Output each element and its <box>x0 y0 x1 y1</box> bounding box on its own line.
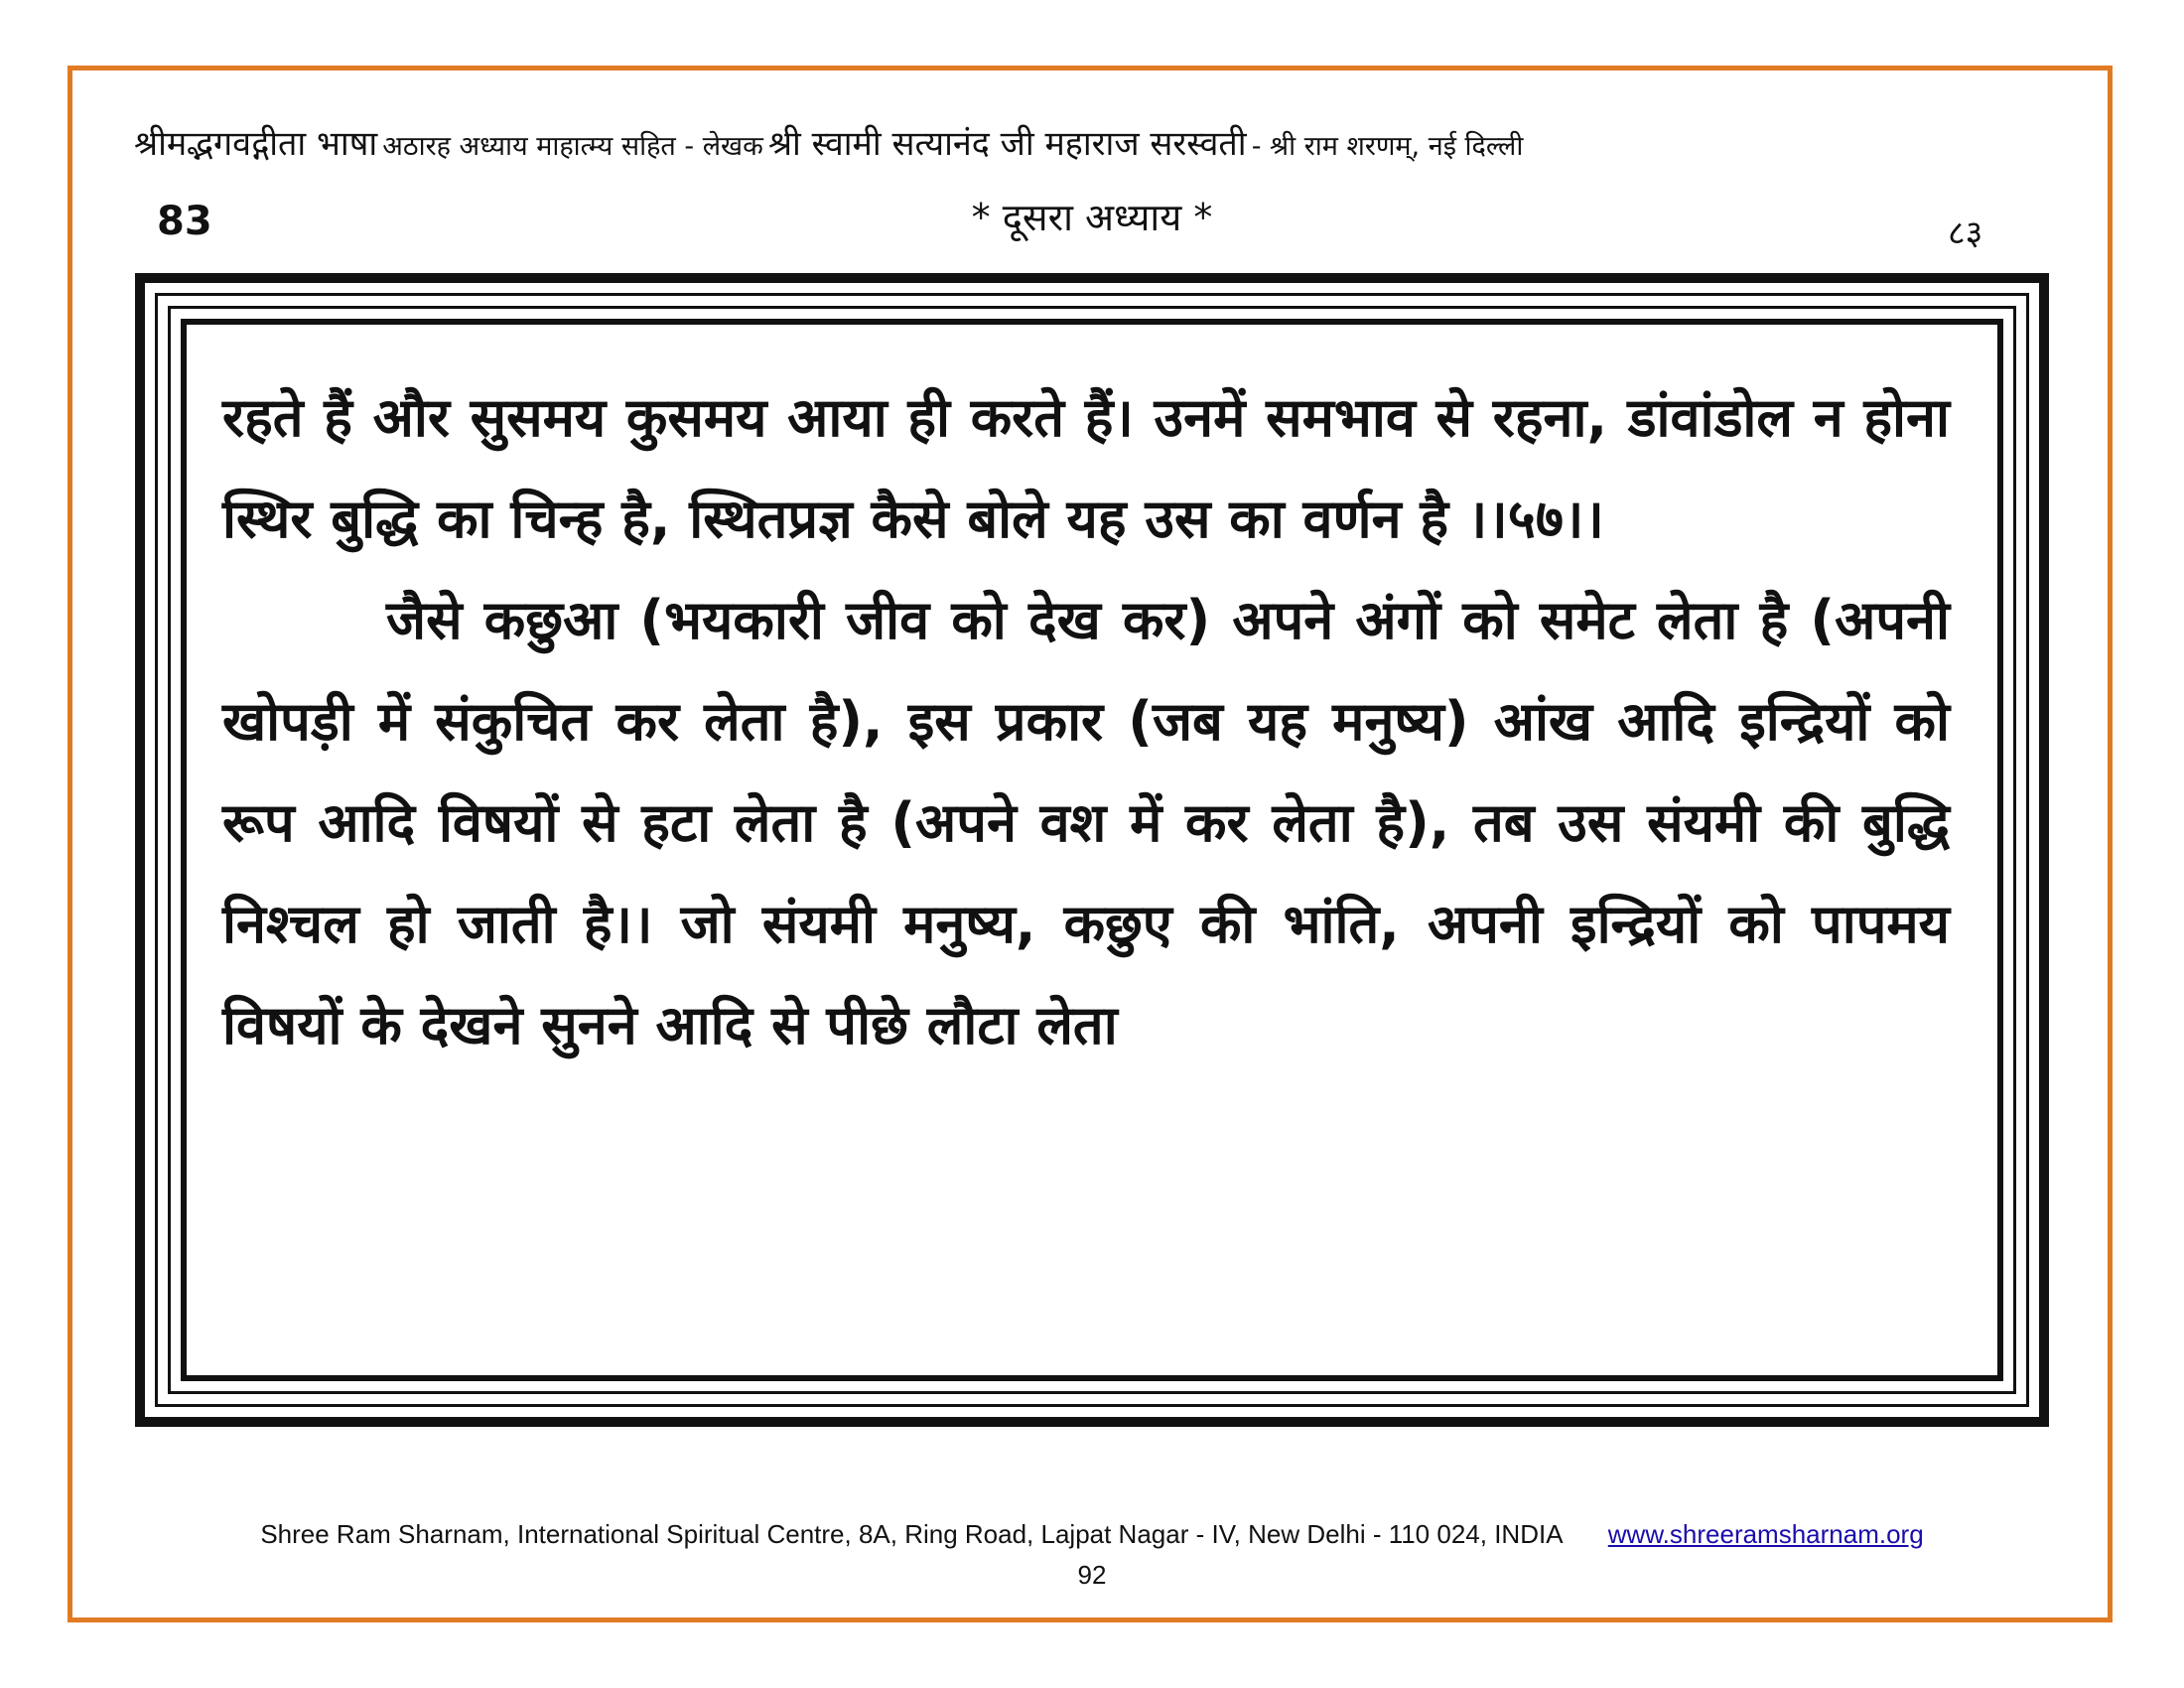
book-subtitle: अठारह अध्याय माहात्म्य सहित - लेखक <box>382 131 763 162</box>
publisher: - श्री राम शरणम्, नई दिल्ली <box>1251 131 1524 162</box>
paragraph: जैसे कछुआ (भयकारी जीव को देख कर) अपने अंगों को समेट लेता है (अपनी खोपड़ी में संकुचित कर लेता है), इस प्रकार (जब यह मनुष्य) आंख आदि इन्द्रियों को रूप आदि विषयों से हटा लेता है (अपने वश में कर लेता है), तब उस संयमी की बुद्धि निश्चल हो जाती है।। जो संयमी मनुष्य, कछुए की भांति, अपनी इन्द्रियों को पापमय विषयों के देखने सुनने आदि से पीछे लौटा लेता <box>222 589 1950 1056</box>
chapter-heading: * दूसरा अध्याय * <box>971 196 1213 239</box>
author-name: श्री स्वामी सत्यानंद जी महाराज सरस्वती <box>767 124 1247 164</box>
website-link[interactable]: www.shreeramsharnam.org <box>1607 1519 1924 1549</box>
page-number-devanagari: ८३ <box>1948 213 1983 253</box>
footer-page-number: 92 <box>1077 1560 1107 1590</box>
running-header <box>134 119 2070 165</box>
paragraph: रहते हैं और सुसमय कुसमय आया ही करते हैं। उनमें समभाव से रहना, डांवांडोल न होना स्थिर बुद्धि का चिन्ह है, स्थितप्रज्ञ कैसे बोले यह उस का वर्णन है ।।५७।। <box>222 386 1950 550</box>
book-title: श्रीमद्भगवद्गीता भाषा <box>134 124 378 164</box>
footer <box>0 1519 2184 1550</box>
footer-address: Shree Ram Sharnam, International Spiritual Centre, 8A, Ring Road, Lajpat Nagar - IV, New Delhi - 110 024, INDIA <box>260 1519 1564 1549</box>
page-number-arabic: 83 <box>157 199 212 244</box>
scripture-text <box>222 367 1950 1076</box>
